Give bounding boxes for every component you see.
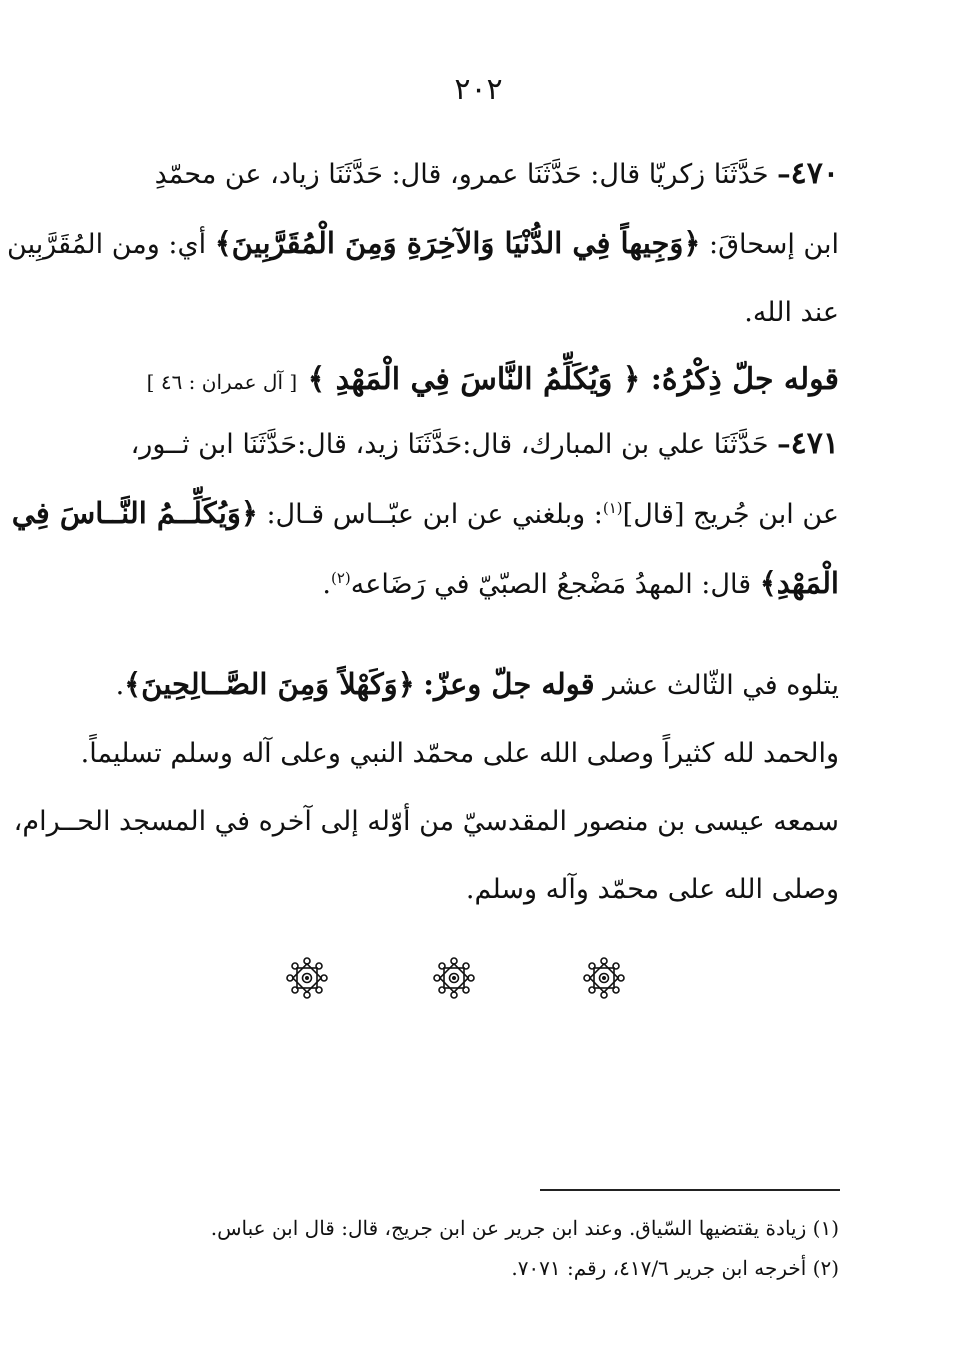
hadith-text: قال: المهدُ مَضْجعُ الصبّيّ في رَضَاعه <box>350 569 752 600</box>
ornament-divider <box>0 956 957 1006</box>
hadith-text: ابن إسحاقَ: <box>709 229 839 260</box>
hadith-text: أي: ومن المُقَرَّبِين <box>7 229 207 260</box>
footnote-marker: (٢) <box>331 569 351 587</box>
hadith-470-line-1 <box>69 140 839 209</box>
footnote-2: (٢) أخرجه ابن جرير ٤١٧/٦، رقم: ٧٠٧١. <box>511 1256 839 1280</box>
hadith-text: حَدَّثَنَا علي بن المبارك، قال:حَدَّثَنَا زيد، قال:حَدَّثَنَا ابن ثــور، <box>130 429 769 460</box>
heading-text: قوله جلّ ذِكْرُهُ: <box>650 362 839 397</box>
rosette-icon <box>432 956 476 1000</box>
footnotes <box>69 1208 839 1288</box>
footnote-marker: (١) <box>602 499 623 517</box>
verse-reference: [ آل عمران : ٤٦ ] <box>146 370 298 394</box>
hadith-dash: – <box>777 159 791 190</box>
quran-verse: ﴿ وَيُكَلِّمُ النَّاسَ فِي الْمَهْدِ ﴾ <box>307 362 641 397</box>
hadith-470-line-2 <box>7 209 839 279</box>
hadith-470 <box>7 140 839 347</box>
hadith-471-line-1 <box>69 410 839 479</box>
section-heading-line <box>69 346 839 416</box>
footnote-separator <box>540 1189 840 1191</box>
hadith-471-line-2 <box>11 479 839 549</box>
colophon-line-1 <box>69 650 839 720</box>
hadith-471-line-3 <box>69 549 839 619</box>
hadith-text: . <box>322 569 331 600</box>
hadith-text: عند الله. <box>744 297 839 328</box>
hadith-text: عن ابن جُريج [قال] <box>622 499 839 530</box>
hadith-number: ٤٧١ <box>790 426 839 461</box>
colophon-text: يتلوه في الثّالث عشر <box>603 670 839 701</box>
footnote-1: (١) زيادة يقتضيها السّياق. وعند ابن جرير عن ابن جريج، قال: قال ابن عباس. <box>210 1216 839 1240</box>
colophon-line-2 <box>69 720 839 788</box>
quran-verse: ﴿وَجِيهاً فِي الدُّنْيَا وَالآخِرَةِ وَمِنَ الْمُقَرَّبِينَ﴾ <box>214 226 701 260</box>
hadith-text: حَدَّثَنَا زكريّا قال: حَدَّثَنَا عمرو، قال: حَدَّثَنَا زياد، عن محمّدِ <box>154 159 769 190</box>
section-heading <box>69 346 839 416</box>
hadith-470-line-3 <box>69 279 839 347</box>
colophon-text: . <box>115 670 125 701</box>
colophon-bold-text: قوله جلّ وعزّ: <box>423 667 595 701</box>
colophon-line-4 <box>69 856 839 924</box>
hadith-471 <box>11 410 839 619</box>
page-number: ٢٠٢ <box>454 72 503 107</box>
colophon-text: والحمد لله كثيراً وصلى الله على محمّد النبي وعلى آله وسلم تسليماً. <box>80 738 839 769</box>
colophon-line-3 <box>13 788 839 856</box>
rosette-icon <box>285 956 329 1000</box>
colophon-text: وصلى الله على محمّد وآله وسلم. <box>465 874 839 905</box>
hadith-number: ٤٧٠ <box>790 156 839 191</box>
colophon-text: سمعه عيسى بن منصور المقدسيّ من أوّله إلى آخره في المسجد الحــرام، <box>13 806 839 837</box>
colophon <box>13 650 839 924</box>
hadith-dash: – <box>777 429 791 460</box>
hadith-text: : وبلغني عن ابن عبّــاس قـال: <box>266 499 603 530</box>
quran-verse: الْمَهْدِ﴾ <box>759 566 839 600</box>
quran-verse: ﴿وَيُكَلِّــمُ النَّــاسَ فِي <box>11 496 258 530</box>
quran-verse: ﴿وَكَهْلاً وَمِنَ الصَّــالِحِينَ﴾ <box>124 667 415 701</box>
rosette-icon <box>582 956 626 1000</box>
